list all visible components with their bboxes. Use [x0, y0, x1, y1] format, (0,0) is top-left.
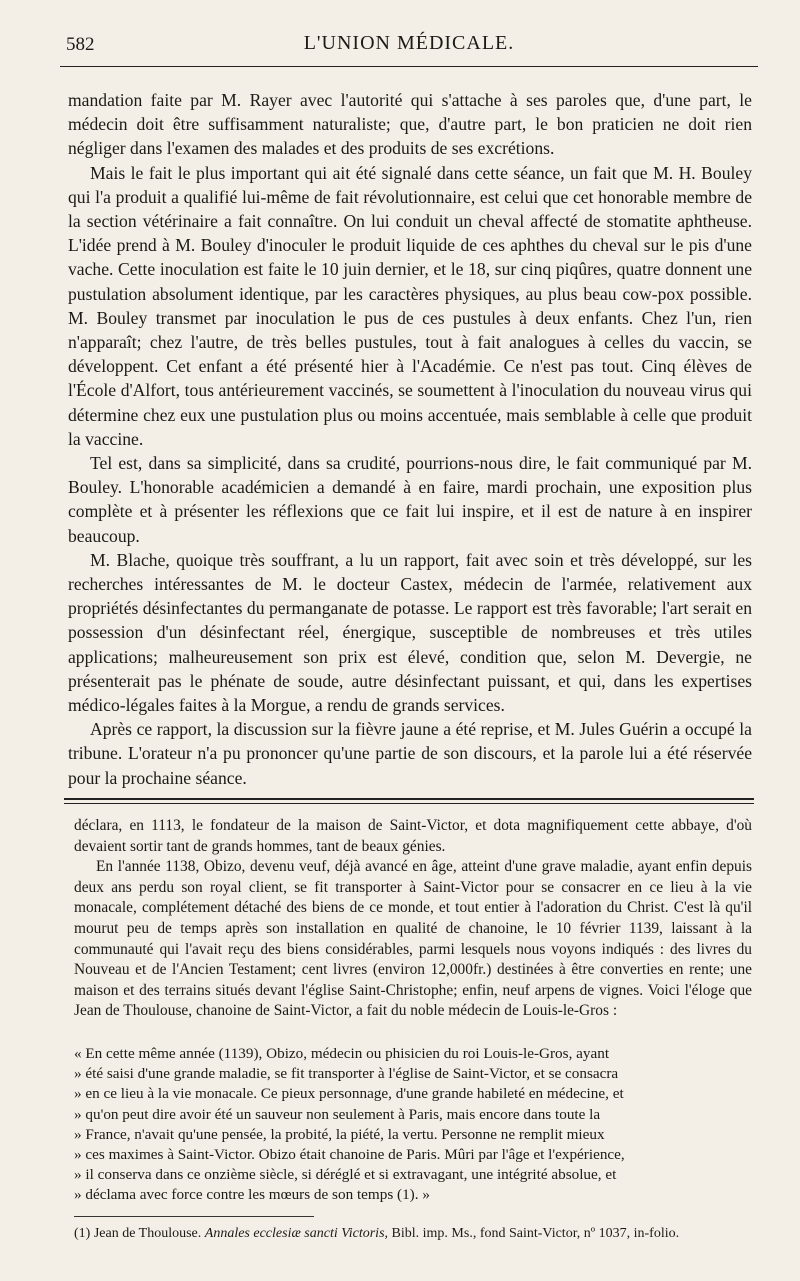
- paragraph: déclara, en 1113, le fondateur de la maison de Saint-Victor, et dota magnifiquement cette abbaye, d'où devaient sortir tant de grands hommes, tant de beaux génies.: [74, 817, 752, 855]
- quote-line: » en ce lieu à la vie monacale. Ce pieux personnage, d'une grande habileté en médecine, et: [74, 1085, 624, 1103]
- footnote-title: Annales ecclesiæ sancti Victoris,: [204, 1226, 389, 1241]
- footnote: [74, 1225, 754, 1243]
- paragraph: Mais le fait le plus important qui ait été signalé dans cette séance, un fait que M. H. Bouley qui l'a produit a qualifié lui-même de fait révolutionnaire, est celui que cet honorable membre de la section vétérinaire a fait connaître. On lui conduit un cheval affecté de stomatite aphtheuse. L'idée prend à M. Bouley d'inoculer le produit liquide de ces aphthes du cheval sur le pis d'une vache. Cette inoculation est faite le 10 juin dernier, et le 18, sur cinq piqûres, quatre donnent une pustulation absolument identique, par les caractères physiques, au plus beau cow-pox possible. M. Bouley transmet par inoculation le pus de ces pustules à deux enfants. Chez l'un, rien n'apparaît; chez l'autre, de très belles pustules, tout à fait analogues à celles du vaccin, se développent. Cet enfant a été présenté hier à l'Académie. Ce n'est pas tout. Cinq élèves de l'École d'Alfort, tous antérieurement vaccinés, se soumettent à l'inoculation du nouveau virus qui détermine chez eux une pustulation plus ou moins accentuée, mais semblable à celle que produit la vaccine.: [68, 162, 752, 449]
- section-divider: [64, 798, 754, 804]
- quote-line: » France, n'avait qu'une pensée, la probité, la piété, la vertu. Personne ne remplit mieux: [74, 1125, 605, 1143]
- paragraph: mandation faite par M. Rayer avec l'autorité qui s'attache à ses paroles que, d'une part, le médecin doit être suffisamment naturaliste; que, d'autre part, le bon praticien ne doit rien négliger dans l'examen des malades et des produits de ses excrétions.: [68, 90, 752, 159]
- paragraph: En l'année 1138, Obizo, devenu veuf, déjà avancé en âge, atteint d'une grave maladie, ayant enfin depuis deux ans perdu son royal client, se fit transporter à Saint-Victor pour se consacrer en ce lieu à la vie monacale, complétement détaché des biens de ce monde, et tout entier à l'adoration du Christ. C'est là qu'il mourut peu de temps après son installation en qualité de chanoine, le 10 février 1139, laissant à la communauté qui l'avait reçu des biens considérables, parmi lesquels nous voyons indiqués : des livres du Nouveau et de l'Ancien Testament; cent livres (environ 12,000fr.) destinées à être converties en rente; une maison et des terrains situés devant l'église Saint-Christophe; enfin, neuf arpens de vignes. Voici l'éloge que Jean de Thoulouse, chanoine de Saint-Victor, a fait du noble médecin de Louis-le-Gros :: [74, 858, 752, 1020]
- header-rule: [60, 66, 758, 67]
- paragraph: Après ce rapport, la discussion sur la fièvre jaune a été reprise, et M. Jules Guérin a occupé la tribune. L'orateur n'a pu prononcer qu'une partie de son discours, et la parole lui a été réservée pour la prochaine séance.: [68, 719, 752, 788]
- quote-line: » il conserva dans ce onzième siècle, si déréglé et si extravagant, une intégrité absolue, et: [74, 1166, 617, 1184]
- quote-line: » ces maximes à Saint-Victor. Obizo était chanoine de Paris. Mûri par l'âge et l'expérience,: [74, 1146, 625, 1164]
- quote-line: « En cette même année (1139), Obizo, médecin ou phisicien du roi Louis-le-Gros, ayant: [74, 1045, 610, 1062]
- paragraph: M. Blache, quoique très souffrant, a lu un rapport, fait avec soin et très développé, sur les recherches intéressantes de M. le docteur Castex, médecin de l'armée, relativement aux propriétés désinfectantes du permanganate de potasse. Le rapport est très favorable; l'art serait en possession d'un désinfectant réel, énergique, susceptible de nombreuses et très utiles applications; malheureusement son prix est élevé, condition que, selon M. Devergie, ne présenterait pas le phénate de soude, autre désinfectant puissant, et qui, dans les expertises médico-légales faites à la Morgue, a rendu de grands services.: [68, 549, 752, 716]
- document-page: [60, 22, 758, 1241]
- quote-line: » déclama avec force contre les mœurs de son temps (1). »: [74, 1186, 430, 1204]
- footnote-rule: [74, 1216, 314, 1217]
- running-title: L'UNION MÉDICALE.: [303, 32, 515, 54]
- footnote-rest: Bibl. imp. Ms., fond Saint-Victor, nº 1037, in-folio.: [391, 1226, 680, 1241]
- page-number: 582: [66, 34, 95, 55]
- quote-line: » qu'on peut dire avoir été un sauveur non seulement à Paris, mais encore dans toute la: [74, 1105, 601, 1123]
- paragraph: Tel est, dans sa simplicité, dans sa crudité, pourrions-nous dire, le fait communiqué par M. Bouley. L'honorable académicien a demandé à en faire, mardi prochain, une exposition plus complète et à présenter les réflexions que ce fait lui inspire, et il est de nature à en inspirer beaucoup.: [68, 453, 752, 546]
- quote-line: » été saisi d'une grande maladie, se fit transporter à l'église de Saint-Victor, et se consacra: [74, 1065, 619, 1083]
- feuilleton-text: [74, 816, 752, 1022]
- footnote-lead: (1) Jean de Thoulouse.: [74, 1226, 202, 1241]
- block-quote: [74, 1044, 752, 1206]
- page-header: [60, 22, 758, 62]
- main-text: [68, 88, 752, 790]
